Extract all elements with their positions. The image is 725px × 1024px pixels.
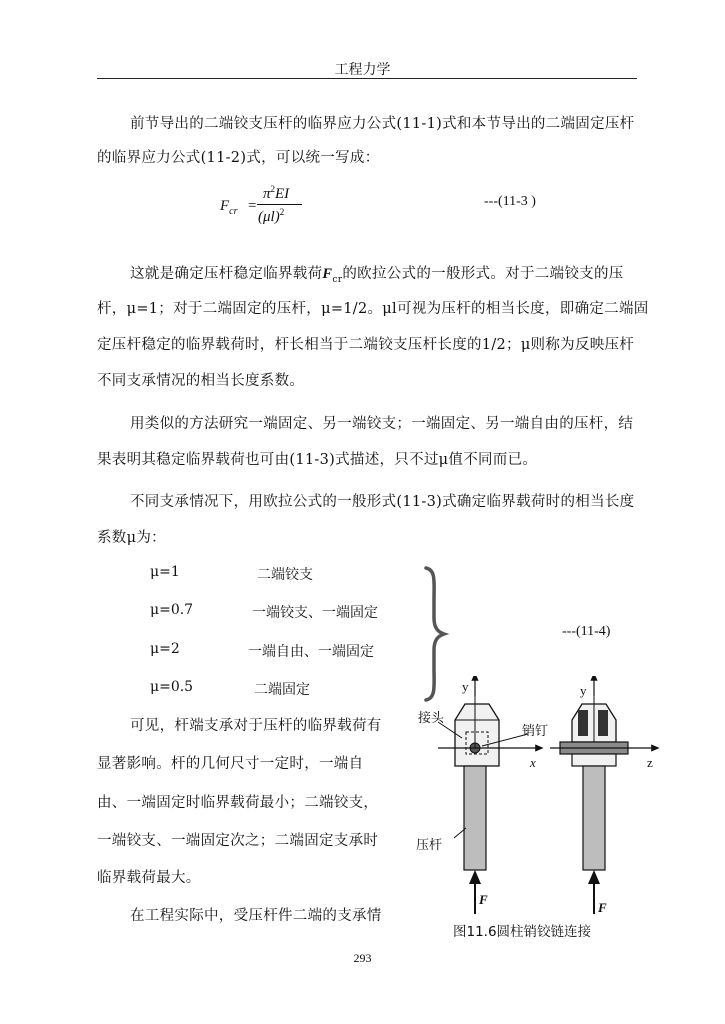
mu-desc-1: 二端铰支 [257, 567, 313, 583]
label-force-left: F [479, 892, 488, 907]
para2-line3: 定压杆稳定的临界载荷时，杆长相当于二端铰支压杆长度的1/2；μ则称为反映压杆 [97, 337, 635, 353]
formula-lhs: $F_{cr}$ [220, 198, 238, 217]
page-number: 293 [353, 951, 372, 965]
para1-line1: 前节导出的二端铰支压杆的临界应力公式(11-1)式和本节导出的二端固定压杆 [130, 116, 635, 132]
mu-desc-3: 一端自由、一端固定 [248, 644, 374, 660]
figure-caption: 图11.6圆柱销铰链连接 [453, 924, 592, 940]
rod-left [464, 766, 486, 870]
para2-line1: 这就是确定压杆稳定临界载荷$F_{cr}$的欧拉公式的一般形式。对于二端铰支的压 [130, 266, 624, 285]
mu-value-3: μ=2 [150, 641, 180, 657]
para2-line2: 杆，μ=1；对于二端固定的压杆，μ=1/2。μl可视为压杆的相当长度，即确定二端固 [97, 301, 649, 317]
formula-tag-11-4: ---(11-4) [562, 624, 611, 639]
formula-tag-11-3: ---(11-3 ) [484, 194, 536, 209]
para5-line1: 可见，杆端支承对于压杆的临界载荷有 [130, 718, 382, 734]
label-force-right: F [598, 900, 607, 915]
mu-value-1: μ=1 [150, 564, 180, 580]
label-rod: 压杆 [416, 838, 443, 853]
axis-label-z: z [647, 755, 653, 770]
label-pin: 销钉 [522, 724, 549, 739]
formula-numerator: $\pi^2EI$ [263, 184, 290, 202]
para5-line5: 临界载荷最大。 [97, 870, 201, 886]
para4-line1: 不同支承情况下，用欧拉公式的一般形式(11-3)式确定临界载荷时的相当长度 [130, 494, 635, 510]
mu-desc-4: 二端固定 [254, 682, 310, 698]
mu-value-2: μ=0.7 [150, 602, 194, 618]
para3-line1: 用类似的方法研究一端固定、另一端铰支；一端固定、另一端自由的压杆，结 [130, 416, 634, 432]
formula-fraction-bar [257, 204, 302, 205]
axis-label-y-left: y [462, 679, 469, 694]
mu-value-4: μ=0.5 [150, 679, 194, 695]
axis-label-x: x [530, 755, 536, 770]
mu-desc-2: 一端铰支、一端固定 [252, 605, 378, 621]
label-joint: 接头 [418, 711, 445, 726]
para4-line2: 系数μ为： [97, 530, 166, 546]
para3-line2: 果表明其稳定临界载荷也可由(11-3)式描述，只不过μ值不同而已。 [97, 452, 538, 468]
para6-line1: 在工程实际中，受压杆件二端的支承情 [130, 908, 382, 924]
formula-denominator: $(\mu l)^2$ [258, 207, 285, 225]
formula-equals: = [248, 198, 257, 214]
joint-block-left [455, 704, 499, 766]
right-view-diagram [550, 676, 656, 914]
para1-line2: 的临界应力公式(11-2)式，可以统一写成： [97, 150, 380, 166]
running-header: 工程力学 [334, 62, 391, 78]
para5-line4: 一端铰支、一端固定次之；二端固定支承时 [97, 833, 379, 849]
pin-joint-figure [410, 676, 672, 938]
header-rule [97, 78, 637, 79]
rod-right [583, 766, 605, 870]
para5-line2: 显著影响。杆的几何尺寸一定时，一端自 [97, 756, 364, 772]
para2-line4: 不同支承情况的相当长度系数。 [97, 373, 305, 389]
axis-label-y-right: y [580, 683, 587, 698]
left-view-diagram [438, 676, 540, 914]
para5-line3: 由、一端固定时临界载荷最小；二端铰支， [97, 795, 379, 811]
